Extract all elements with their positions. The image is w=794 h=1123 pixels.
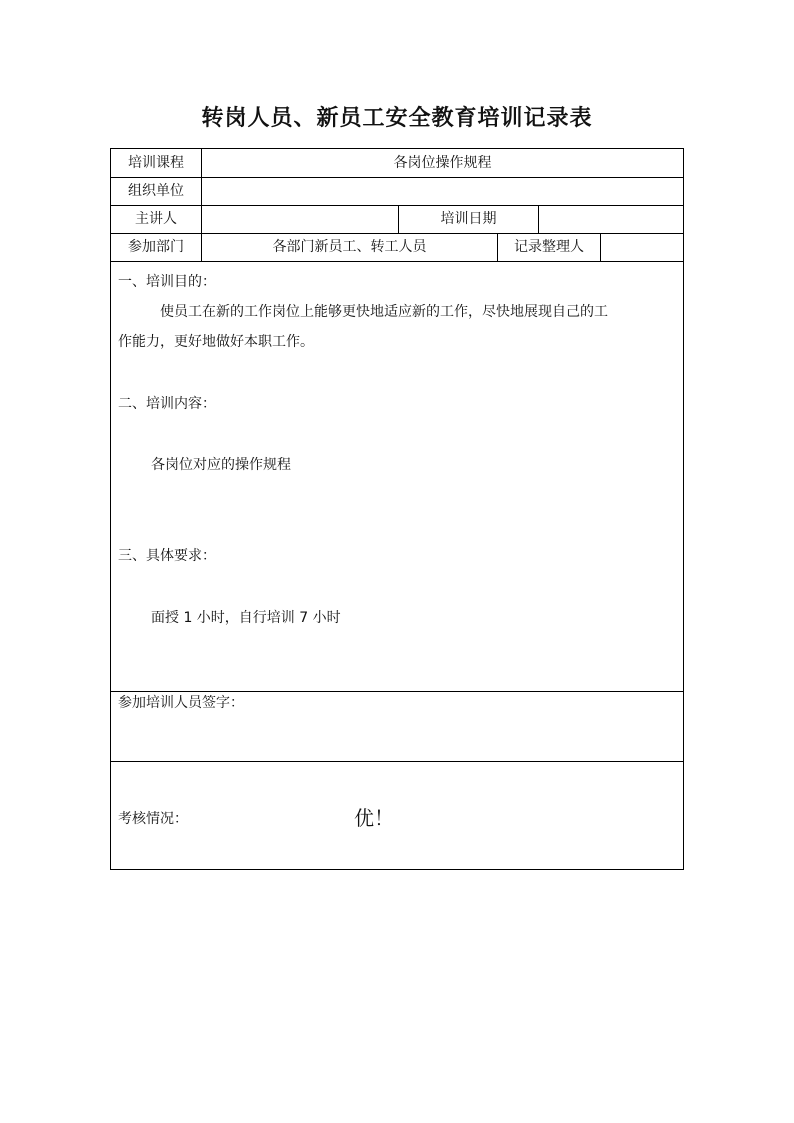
document-title: 转岗人员、新员工安全教育培训记录表 bbox=[201, 105, 593, 131]
content-text: 各岗位对应的操作规程 bbox=[151, 457, 291, 473]
signature-label: 参加培训人员签字： bbox=[118, 695, 244, 711]
row-divider bbox=[111, 261, 683, 262]
assessment-result: 优！ bbox=[354, 806, 394, 830]
column-divider bbox=[600, 233, 601, 261]
row-divider bbox=[111, 761, 683, 762]
recorder-label: 记录整理人 bbox=[514, 239, 584, 255]
dept-label: 参加部门 bbox=[128, 239, 184, 255]
requirements-heading: 三、具体要求： bbox=[118, 548, 216, 564]
date-label: 培训日期 bbox=[440, 211, 497, 227]
course-value: 各岗位操作规程 bbox=[393, 155, 492, 171]
dept-value: 各部门新员工、转工人员 bbox=[272, 239, 427, 255]
assessment-label: 考核情况： bbox=[118, 811, 188, 827]
column-divider bbox=[538, 205, 539, 233]
purpose-text-line1: 使员工在新的工作岗位上能够更快地适应新的工作，尽快地展现自己的工 bbox=[160, 304, 608, 320]
requirements-text: 面授 1 小时，自行培训 7 小时 bbox=[151, 610, 341, 626]
purpose-heading: 一、培训目的： bbox=[118, 274, 216, 290]
content-heading: 二、培训内容： bbox=[118, 396, 216, 412]
training-record-table bbox=[110, 148, 684, 870]
org-label: 组织单位 bbox=[128, 183, 184, 199]
course-label: 培训课程 bbox=[128, 155, 184, 171]
purpose-text-line2: 作能力，更好地做好本职工作。 bbox=[118, 334, 314, 350]
lecturer-label: 主讲人 bbox=[135, 211, 177, 227]
